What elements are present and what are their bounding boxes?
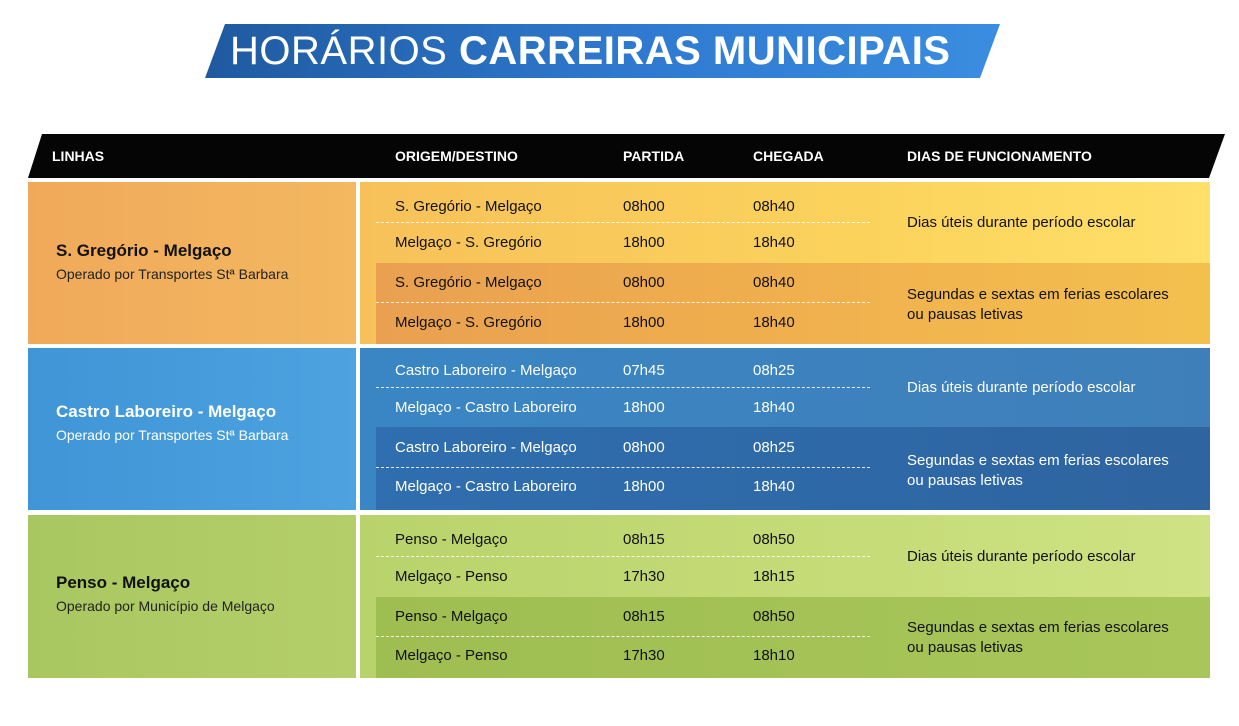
line-cell-sgregorio: [28, 182, 356, 344]
line-title: Penso - Melgaço: [56, 573, 191, 592]
departure-cell: 08h00: [623, 198, 665, 215]
days-line: Segundas e sextas em ferias escolares: [907, 452, 1169, 469]
arrival-cell: 18h15: [753, 568, 795, 585]
days-cell: [907, 378, 1135, 398]
line-cell-penso: [28, 515, 356, 678]
route-cell: Melgaço - S. Gregório: [395, 314, 542, 331]
route-cell: Melgaço - Penso: [395, 568, 508, 585]
arrival-cell: 18h40: [753, 234, 795, 251]
departure-cell: 18h00: [623, 478, 665, 495]
route-cell: Penso - Melgaço: [395, 608, 508, 625]
route-cell: Castro Laboreiro - Melgaço: [395, 362, 577, 379]
departure-cell: 07h45: [623, 362, 665, 379]
departure-cell: 08h15: [623, 531, 665, 548]
row-divider: [376, 387, 870, 388]
arrival-cell: 08h25: [753, 439, 795, 456]
route-cell: Melgaço - Castro Laboreiro: [395, 478, 577, 495]
route-cell: Castro Laboreiro - Melgaço: [395, 439, 577, 456]
days-line: ou pausas letivas: [907, 306, 1023, 323]
header-origem-destino: ORIGEM/DESTINO: [395, 148, 518, 164]
line-title: S. Gregório - Melgaço: [56, 241, 232, 260]
arrival-cell: 08h40: [753, 198, 795, 215]
departure-cell: 08h00: [623, 439, 665, 456]
header-chegada: CHEGADA: [753, 148, 824, 164]
route-cell: Melgaço - S. Gregório: [395, 234, 542, 251]
arrival-cell: 18h10: [753, 647, 795, 664]
days-cell: [907, 285, 1169, 325]
row-divider: [376, 222, 870, 223]
arrival-cell: 08h50: [753, 608, 795, 625]
days-line: ou pausas letivas: [907, 472, 1023, 489]
days-cell: [907, 451, 1169, 491]
days-line: Dias úteis durante período escolar: [907, 379, 1136, 396]
days-cell: [907, 547, 1135, 567]
days-line: Dias úteis durante período escolar: [907, 214, 1136, 231]
row-divider: [376, 636, 870, 637]
header-partida: PARTIDA: [623, 148, 685, 164]
route-cell: S. Gregório - Melgaço: [395, 274, 542, 291]
departure-cell: 08h00: [623, 274, 665, 291]
departure-cell: 17h30: [623, 647, 665, 664]
line-operator: Operado por Município de Melgaço: [56, 598, 275, 614]
title-light: HORÁRIOS: [230, 29, 448, 73]
route-cell: Melgaço - Penso: [395, 647, 508, 664]
arrival-cell: 08h25: [753, 362, 795, 379]
days-cell: [907, 213, 1135, 233]
departure-cell: 18h00: [623, 399, 665, 416]
route-cell: S. Gregório - Melgaço: [395, 198, 542, 215]
header-dias: DIAS DE FUNCIONAMENTO: [907, 148, 1092, 164]
title-bold: CARREIRAS MUNICIPAIS: [458, 29, 951, 73]
arrival-cell: 18h40: [753, 399, 795, 416]
line-operator: Operado por Transportes Stª Barbara: [56, 266, 289, 282]
row-divider: [376, 302, 870, 303]
route-cell: Melgaço - Castro Laboreiro: [395, 399, 577, 416]
page-title: [230, 24, 951, 78]
row-divider: [376, 467, 870, 468]
line-operator: Operado por Transportes Stª Barbara: [56, 427, 289, 443]
arrival-cell: 18h40: [753, 478, 795, 495]
departure-cell: 18h00: [623, 234, 665, 251]
departure-cell: 18h00: [623, 314, 665, 331]
days-line: Segundas e sextas em ferias escolares: [907, 619, 1169, 636]
days-line: Segundas e sextas em ferias escolares: [907, 286, 1169, 303]
arrival-cell: 08h50: [753, 531, 795, 548]
departure-cell: 08h15: [623, 608, 665, 625]
days-cell: [907, 618, 1169, 658]
row-divider: [376, 556, 870, 557]
departure-cell: 17h30: [623, 568, 665, 585]
route-cell: Penso - Melgaço: [395, 531, 508, 548]
days-line: Dias úteis durante período escolar: [907, 548, 1136, 565]
days-line: ou pausas letivas: [907, 639, 1023, 656]
header-linhas: LINHAS: [52, 148, 105, 164]
line-title: Castro Laboreiro - Melgaço: [56, 402, 277, 421]
arrival-cell: 08h40: [753, 274, 795, 291]
arrival-cell: 18h40: [753, 314, 795, 331]
